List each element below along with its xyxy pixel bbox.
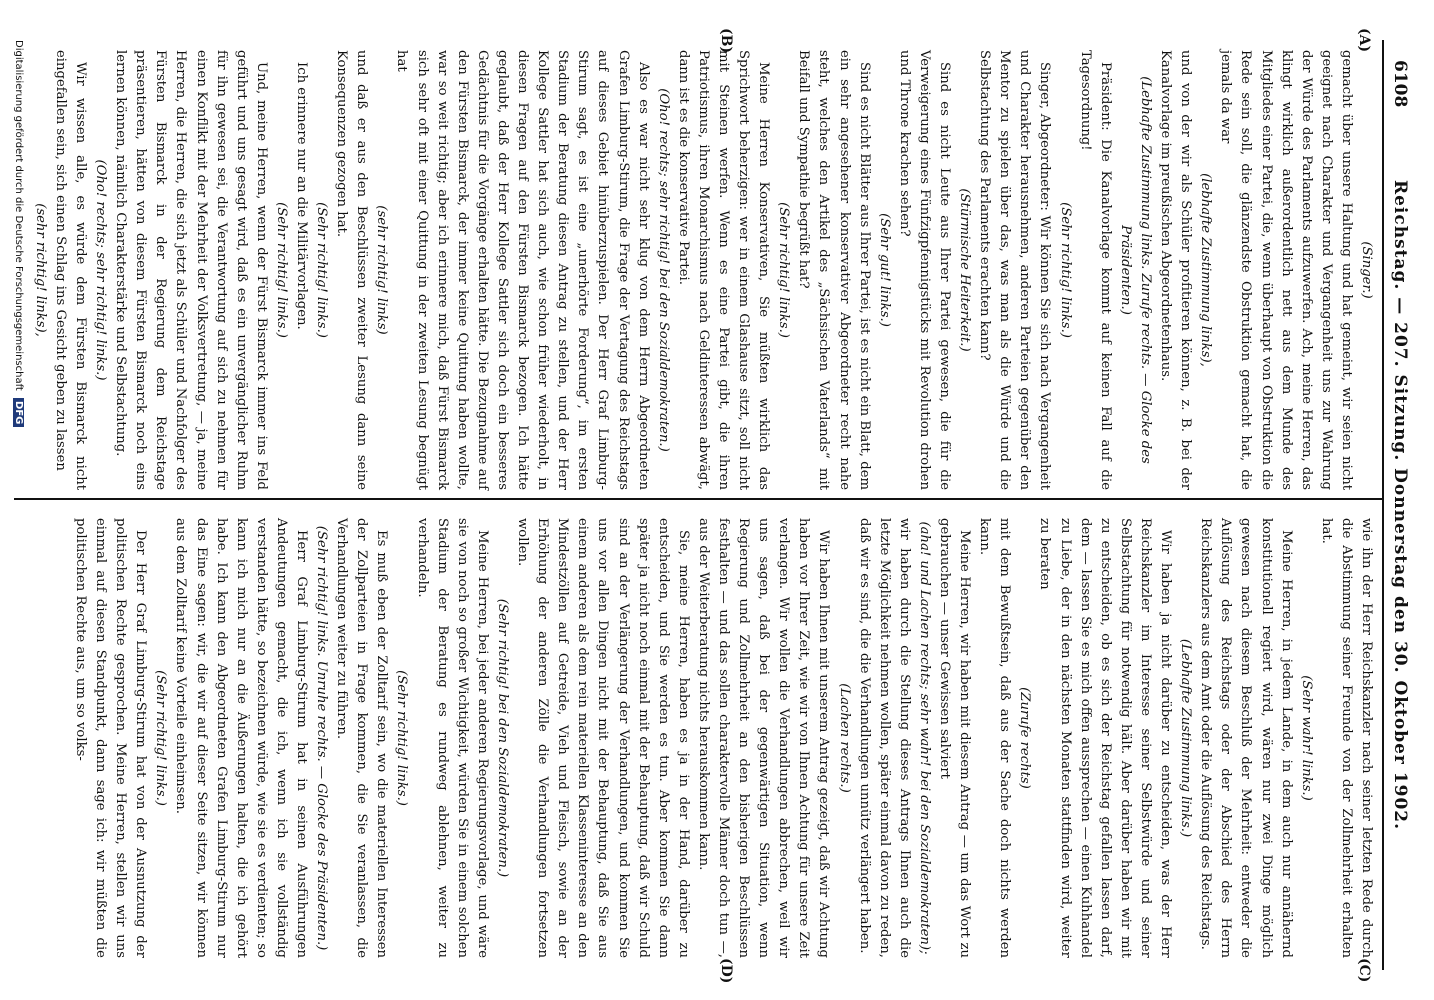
interjection: (Sehr richtig! links.): [776, 202, 792, 338]
right-column: [70, 518, 1376, 958]
paragraph: mit dem Bewußtsein, daß aus der Sache doch nichts werden kann.: [977, 518, 1013, 958]
paragraph: Es muß eben der Zolltarif sein, wo die materiellen Interessen der Zollparteien in Frage kommen, die Sie veranlassen, die Verhandlungen weiter zu führen.: [334, 518, 390, 958]
header-rule: [1382, 40, 1384, 970]
paragraph: Wir wissen alle, es würde dem Fürsten Bismarck nicht eingefallen sein, sich einen Schlag ins Gesicht geben zu lassen: [52, 50, 88, 490]
paragraph: Der Herr Graf Limburg-Stirum hat von der Ausnutzung der politischen Rechte gesprochen. Meine Herren, stellen wir uns einmal auf diesen Standpunkt, dann sage ich: wir müßten die politischen Rechte aus, um so volks-: [73, 518, 149, 958]
paragraph: Also es war nicht sehr klug von dem Herrn Abgeordneten Grafen Limburg-Stirum, die Frage der Vertagung des Reichstags auf dieses Gebiet hinüberzuspielen. Der Herr Graf Limburg-Stirum sagt, es ist eine „unerhörte Forderung“, im ersten Stadium der Beratung diesen Antrag zu stellen, und der Herr Kollege Sattler hat sich auch, wie schon früher wiederholt, in diesen Fragen auf den Fürsten Bismarck bezogen. Ich hätte geglaubt, daß der Herr Kollege Sattler sich doch ein besseres Gedächtnis für die Vorgänge erhalten hätte. Die Bezugnahme auf den Fürsten Bismarck, der immer keine Quittung haben wollte, war so weit richtig; aber ich erinnere mich, daß Fürst Bismarck sich sehr oft mit einer Quittung in der zweiten Lesung begnügt hat: [394, 50, 651, 490]
paragraph: Meine Herren Konservativen, Sie müßten wirklich das Sprichwort beherzigen: wer in einem Glashause sitzt, soll nicht mit Steinen werfen. Wenn es eine Partei gibt, die ihren Patriotismus, ihren Monarchismus nach Geldinteressen abwägt, dann ist es die konservative Partei.: [675, 50, 772, 490]
paragraph: Sie, meine Herren, haben es ja in der Hand, darüber zu entscheiden, und Sie werden es tun. Aber kommen Sie dann später ja nicht noch einmal mit der Behauptung, daß wir Schuld sind an der Verlängerung der Verhandlungen, und kommen Sie uns vor allen Dingen nicht mit der Behauptung, daß Sie aus einem anderen als dem rein materiellen Klasseninteresse an den Mindestzöllen auf Getreide, Vieh und Fleisch, sowie an der Erhöhung der anderen Zölle die Verhandlungen fortsetzen wollen.: [515, 518, 691, 958]
margin-marker-b: (B): [718, 28, 734, 54]
interjection: (Sehr richtig! links.): [314, 202, 330, 338]
interjection: (sehr richtig! links),: [32, 203, 48, 337]
paragraph: Sind es nicht Leute aus Ihrer Partei gewesen, die für die Verweigerung eines Fünfzigpfennigstücks mit Revolution drohen und Throne krachen sehen?: [896, 50, 953, 490]
interjection: (Oho! rechts; sehr richtig! bei den Sozialdemokraten.): [655, 88, 671, 452]
paragraph: gemacht über unsere Haltung und hat gemeint, wir seien nicht geeignet nach Charakter und Vergangenheit uns zur Wahrung der Würde des Parlaments aufzuwerfen. Ach, meine Herren, das klingt wirklich außerordentlich nett aus dem Munde des Mitgliedes einer Partei, die, wenn überhaupt von Obstruktion die Rede sein soll, die glänzendste Obstruktion gemacht hat, die jemals da war: [1218, 50, 1354, 490]
paragraph: Singer, Abgeordneter: Wir können Sie sich nach Vergangenheit und Charakter herausnehmen, anderen Parteien gegenüber den Mentor zu spielen über das, was man als die Würde und die Selbstachtung des Parlaments erachten kann?: [977, 50, 1053, 490]
page-number: 6108: [1390, 60, 1410, 108]
paragraph: Wir haben Ihnen mit unserem Antrag gezeigt, daß wir Achtung haben vor Ihrer Zeit, wie wir von Ihnen Achtung für unsere Zeit verlangen. Wir wollen die Verhandlungen abbrechen, weil wir uns sagen, daß bei der gegenwärtigen Situation, wenn Regierung und Zollmehrheit an den bisherigen Beschlüssen festhalten — und das sollen charaktervolle Männer doch tun —, aus der Weiterberatung nichts herauskommen kann.: [695, 518, 832, 958]
interjection: (Sehr wahr! links.): [1298, 675, 1314, 801]
footer-text: Digitalisierung gefördert durch die Deutsche Forschungsgemeinschaft: [13, 40, 24, 391]
interjection: (Sehr gut! links.): [876, 213, 892, 327]
interjection: (Lachen rechts.): [836, 683, 852, 793]
page-title: Reichstag. — 207. Sitzung. Donnerstag den 30. Oktober 1902.: [1390, 179, 1410, 831]
paragraph: und daß er aus den Beschlüssen zweiter Lesung dann seine Konsequenzen gezogen hat.: [334, 50, 370, 490]
margin-marker-c: (C): [1356, 958, 1372, 983]
paragraph: und von der wir als Schüler profitieren können, z. B. bei der Kanalvorlage im preußischen Abgeordnetenhaus.: [1158, 50, 1194, 490]
paragraph: Meine Herren, bei jeder anderen Regierungsvorlage, und wäre sie von noch so großer Wichtigkeit, würden Sie in einem solchen Stadium der Beratung es rundweg ablehnen, weiter zu verhandeln.: [414, 518, 490, 958]
interjection: (Sehr richtig! links.): [273, 202, 289, 338]
margin-marker-a: (A): [1356, 28, 1372, 53]
interjection: (Sehr richtig! links.): [1057, 202, 1073, 338]
paragraph: Herr Graf Limburg-Stirum hat in seinen Ausführungen Andeutungen gemacht, die ich, wenn ich sie vollständig verstanden hätte, so bezeichnen würde, wie sie es verdienten; so kann ich mich nur an die Äußerungen halten, die ich gehört habe. Ich kann den Abgeordneten Grafen Limburg-Stirum nur das Eine sagen: wir, die wir auf dieser Seite sitzen, wir können aus dem Zolltarif keine Vorteile einheimsen.: [173, 518, 310, 958]
column-divider: [14, 498, 1384, 500]
interjection: (Lebhafte Zustimmung links. Zurufe rechts. — Glocke des Präsidenten.): [1117, 76, 1153, 464]
interjection: (Sehr richtig! links.): [153, 670, 169, 806]
paragraph: Meine Herren, in jedem Lande, in dem auch nur annähernd konstitutionell regiert wird, wären nur zwei Dinge möglich gewesen nach diesem Beschluß der Mehrheit: entweder die Auflösung des Reichstags oder der Abschied des Herrn Reichskanzlers aus dem Amt oder die Auflösung des Reichstags.: [1198, 518, 1294, 958]
interjection: (Sehr richtig! links.): [394, 670, 410, 806]
dfg-logo: DFG: [13, 398, 24, 427]
interjection: (Stürmische Heiterkeit.): [957, 188, 973, 352]
paragraph: Meine Herren, wir haben mit diesem Antrag — um das Wort zu gebrauchen — unser Gewissen salviert: [937, 518, 973, 958]
footer-credit: [13, 40, 24, 427]
paragraph: Präsident: Die Kanalvorlage kommt auf keinen Fall auf die Tagesordnung!: [1077, 50, 1113, 490]
paragraph: Ich erinnere nur an die Militärvorlagen.: [294, 62, 310, 330]
margin-marker-d: (D): [718, 958, 734, 984]
interjection: (Lebhafte Zustimmung links.): [1178, 638, 1194, 838]
page-header: [1386, 40, 1412, 970]
interjection: (Zurufe rechts): [1017, 687, 1033, 789]
interjection: (Sehr richtig! links. Unruhe rechts. — Glocke des Präsidenten.): [314, 525, 330, 951]
interjection: (sehr richtig! links): [374, 205, 390, 335]
interjection: (Oho! rechts; sehr richtig! links.): [93, 159, 109, 381]
interjection: (lebhafte Zustimmung links),: [1198, 173, 1214, 367]
paragraph: Sind es nicht Blätter aus Ihrer Partei, ist es nicht ein Blatt, dem ein sehr angesehener konservativer Abgeordneter recht nahe steht, welches den Artikel des „Sächsischen Vaterlands“ mit Beifall und Sympathie begrüßt hat?: [796, 50, 872, 490]
paragraph: Und, meine Herren, wenn der Fürst Bismarck immer ins Feld geführt und uns gesagt wird, daß es ein unvergänglicher Ruhm für ihn gewesen sei, die Verantwortung auf sich zu nehmen für einen Konflikt mit der Mehrheit der Volksvertretung, — ja, meine Herren, die Herren, die sich jetzt als Schüler und Nachfolger des Fürsten Bismarck in der Regierung dem Reichstage präsentieren, hätten von diesem Fürsten Bismarck noch eins lernen können, nämlich Charakterstärke und Selbstachtung.: [113, 50, 269, 490]
interjection: (Singer.): [1359, 241, 1374, 299]
paragraph: Wir haben ja nicht darüber zu entscheiden, was der Herr Reichskanzler im Interesse seiner Selbstwürde und seiner Selbstachtung für notwendig hält. Aber darüber haben wir mit zu entscheiden, ob es sich der Reichstag gefallen lassen darf, dem — lassen Sie es mich offen aussprechen — einen Kuhhandel zu Liebe, der in den nächsten Monaten stattfinden wird, weiter zu beraten: [1037, 518, 1174, 958]
left-column: [30, 50, 1376, 490]
paragraph: wie ihn der Herr Reichskanzler nach seiner letzten Rede durch die Abstimmung seiner Freunde von der Zollmehrheit erhalten hat.: [1318, 518, 1374, 958]
paragraph: wir haben durch die Stellung dieses Antrags Ihnen auch die letzte Möglichkeit nehmen wollen, später einmal davon zu reden, daß wir es sind, die die Verhandlungen unnütz verlängert haben.: [856, 518, 912, 958]
interjection: (aha! und Lachen rechts; sehr wahr! bei den Sozialdemokraten);: [916, 521, 932, 955]
interjection: (Sehr richtig! bei den Sozialdemokraten.): [494, 598, 510, 878]
